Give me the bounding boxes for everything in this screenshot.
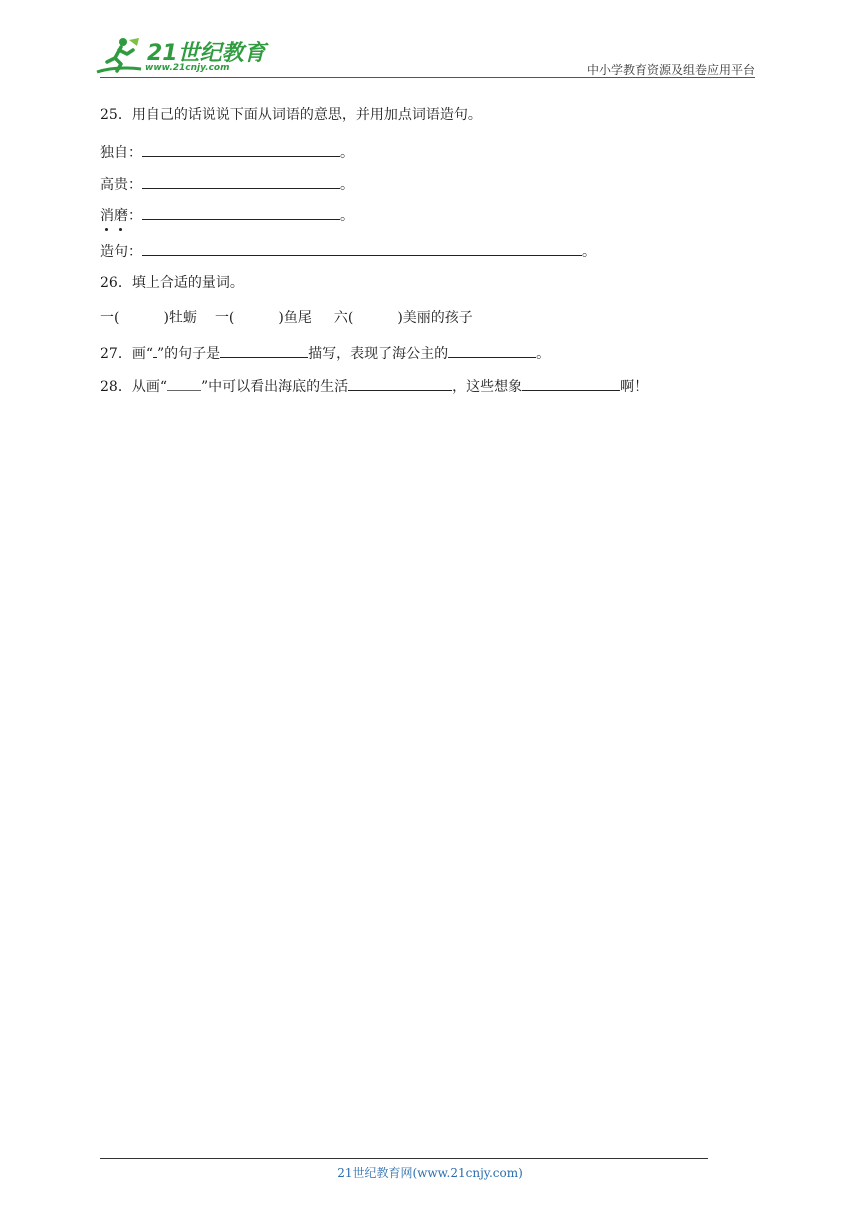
question-27 — [100, 342, 550, 362]
text-part: ”中可以看出海底的生活 — [200, 379, 349, 395]
question-25-item-3 — [100, 204, 354, 224]
question-26-prompt: 26．填上合适的量词。 — [100, 275, 244, 291]
page-header — [0, 0, 860, 80]
item-label: 独自： — [100, 145, 142, 161]
question-25-sentence — [100, 240, 596, 260]
logo — [95, 36, 265, 78]
footer-divider — [100, 1158, 708, 1159]
measure-word-post: )鱼尾 — [278, 310, 312, 326]
question-28 — [100, 375, 648, 395]
text-part: 28．从画“ — [100, 379, 167, 395]
header-platform-text: 中小学教育资源及组卷应用平台 — [586, 63, 755, 77]
answer-blank[interactable] — [348, 375, 452, 391]
item-end: 。 — [340, 177, 354, 193]
text-part: 27．画“ — [100, 346, 153, 362]
text-part: 。 — [536, 346, 551, 362]
header-divider — [100, 77, 755, 78]
item-end: 。 — [340, 208, 354, 224]
footer-text[interactable]: 21世纪教育网(www.21cnjy.com) — [337, 1166, 523, 1180]
text-part: 啊！ — [620, 379, 649, 395]
measure-word-post: )美丽的孩子 — [397, 310, 473, 326]
answer-blank[interactable] — [142, 173, 340, 189]
logo-subtext: www.21cnjy.com — [145, 63, 230, 73]
answer-blank[interactable] — [448, 342, 536, 358]
runner-logo-icon — [95, 36, 145, 78]
logo-text: 21世纪教育 — [147, 41, 266, 66]
measure-word-pre: 一( — [100, 310, 120, 326]
question-26-items — [100, 308, 473, 328]
text-part: 描写，表现了海公主的 — [308, 346, 449, 362]
item-end: 。 — [340, 145, 354, 161]
question-25-prompt: 25．用自己的话说说下面从词语的意思，并用加点词语造句。 — [100, 107, 482, 123]
answer-blank[interactable] — [522, 375, 620, 391]
sentence-end: 。 — [582, 244, 596, 260]
sentence-label: 造句： — [100, 244, 142, 260]
measure-word-pre: 一( — [214, 310, 235, 326]
text-part: ，这些想象 — [452, 379, 523, 395]
dotted-word-label — [100, 208, 142, 224]
item-label: 消磨： — [100, 208, 142, 224]
answer-blank[interactable] — [142, 141, 340, 157]
item-label: 高贵： — [100, 177, 142, 193]
answer-blank[interactable] — [142, 204, 340, 220]
answer-blank[interactable] — [220, 342, 308, 358]
emphasis-dot — [119, 228, 122, 231]
text-part: ”的句子是 — [156, 346, 221, 362]
question-25-item-2 — [100, 173, 354, 193]
sentence-blank[interactable] — [142, 240, 582, 256]
measure-word-post: )牡蛎 — [163, 310, 197, 326]
underline-mark — [167, 375, 201, 391]
emphasis-dot — [105, 228, 108, 231]
measure-word-pre: 六( — [333, 310, 354, 326]
question-25-item-1 — [100, 141, 354, 161]
